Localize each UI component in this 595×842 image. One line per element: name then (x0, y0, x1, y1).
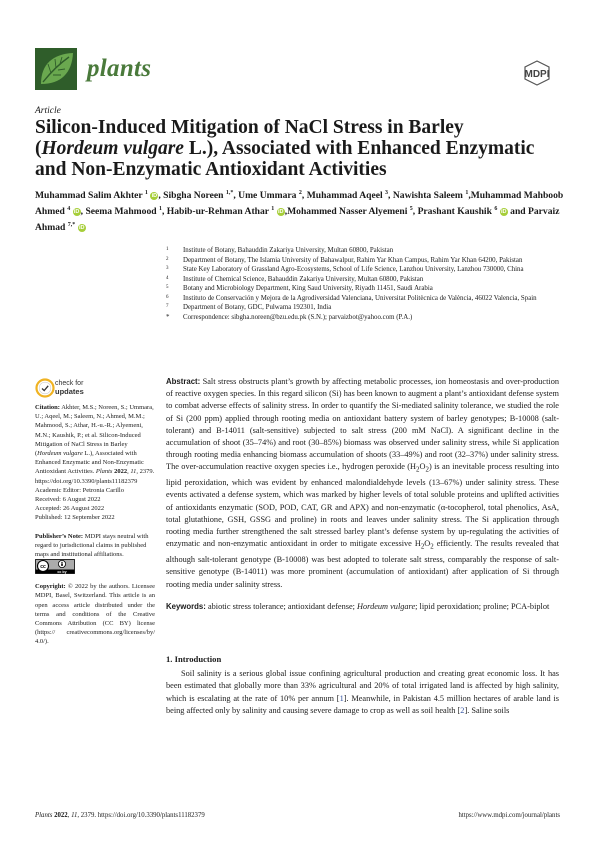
mdpi-logo-icon (512, 60, 562, 86)
title-line-2: (Hordeum vulgare L.), Associated with Enhanced Enzymatic (35, 138, 535, 159)
correspondence (166, 313, 566, 323)
citation-doi-link[interactable]: , 2379. https://doi.org/10.3390/plants11182379 (35, 468, 155, 485)
introduction-paragraph: Soil salinity is a serious global issue confining agricultural production and creating great economic loss. It has been estimated that globally more than 33% agricultural and 20% of total irrigated land is affected by high salinity, which is escalating at the rate of 10% per annum [1]. Meanwhile, in Pakistan 4.5 million hectares of arable land is being affected only by salinity and causing severe damage to crop as well as soil health [2]. Saline soils (166, 669, 559, 715)
section-heading-introduction: 1. Introduction (166, 653, 222, 664)
citation-block: Citation: Akhter, M.S.; Noreen, S.; Ummara, U.; Aqeel, M.; Saleem, N.; Ahmed, M.M.; Mahmood, S.; Athar, H.-u.-R.; Alyemeni, M.N.; Kaushik, P.; et al. Silicon-Induced Mitigation of NaCl Stress in Barley (Hordeum vulgare L.), Associated with Enhanced Enzymatic and Non-Enzymatic Antioxidant Activities. Plants 2022, 11, 2379. https://doi.org/10.3390/plants11182379 (35, 404, 155, 485)
title-line-3: and Non-Enzymatic Antioxidant Activities (35, 159, 387, 180)
sidebar (35, 403, 155, 647)
affiliation-item (166, 294, 566, 304)
orcid-icon[interactable]: iD (73, 208, 80, 215)
affiliations (166, 246, 566, 322)
author-name: Seema Mahmood (85, 205, 159, 217)
abstract: Abstract: Salt stress obstructs plant’s growth by affecting metabolic processes, ion homeostasis and over-production of reactive oxygen species. In this regard silicon (Si) has been known to augment a plant’s antioxidant defense system to combat adverse effects of salinity stress. In order to quantify the Si-mediated salinity tolerance, we studied the role of Si (200 ppm) applied through rooting media on antioxidant battery system of barley genotypes; B-10008 (salt-tolerant) and B-14011 (salt-sensitive) subjected to salt stress (200 mM NaCl). A significant decline in the accumulation of shoot (35–74%) and root (30–85%) biomass was observed under salinity stress, while Si application through rooting media enhancing biomass accumulation of shoots (33–49%) and root (32–37%) under salinity stress. The over-accumulation reactive oxygen species i.e., hydrogen peroxide $(H_2O_2)$ is an inevitable process resulting into lipid peroxidation, which was evident by enhanced malondialdehyde levels (13–67%) under salinity stress. These events activated a defense system, which was marked by higher levels of total soluble proteins and uplifted activities of antioxidants enzymatic (SOD, POD, CAT, GR and APX) and non-enzymatic (α-tocopherol, total phenolics, AsA, total glutathione, GSH, GSSG and proline) in roots and leaves under salinity stress. The Si application through rooting media further strengthened the salt stressed barley plant’s defense system by up-regulating the activities of enzymatic and non-enzymatic antioxidant in order to mitigate excessive $H_2O_2$ efficiently. The results revealed that although salt-tolerant genotype (B-10008) was best adopted to tolerate salt stress, comparably the response of salt-sensitive genotype (B-14011) was more prominent (accumulation of antioxidant) after application of Si through rooting media under salinity stress. (166, 377, 560, 589)
author-separator: , (301, 190, 307, 202)
affiliation-number: 6 (166, 294, 169, 300)
mdpi-logo-text: MDPI (524, 69, 550, 80)
footer-citation: Plants 2022, 11, 2379. https://doi.org/10.3390/plants11182379 (35, 812, 205, 819)
orcid-icon[interactable]: iD (277, 208, 284, 215)
check-updates-line1: check for (55, 380, 84, 387)
affiliation-item (166, 275, 566, 285)
received-date: Received: 6 August 2022 (35, 496, 101, 504)
author-affiliation-mark: 1 (271, 205, 275, 212)
affiliation-number: 7 (166, 304, 169, 309)
dates-block (35, 495, 155, 523)
cc-by-icon[interactable] (35, 559, 75, 574)
orcid-icon[interactable]: iD (501, 208, 507, 215)
correspondence-mark: * (166, 312, 170, 321)
author-affiliation-mark: 6 (494, 205, 498, 212)
author-affiliation-mark: 1 (144, 190, 148, 196)
author-separator: , (162, 205, 167, 217)
reference-link-2[interactable]: 2 (460, 705, 465, 715)
footer-doi-link[interactable]: , 2379. https://doi.org/10.3390/plants11182379 (77, 812, 205, 819)
author-separator: , (80, 205, 86, 217)
author-affiliation-mark: 1 (465, 190, 469, 196)
abstract-label: Abstract: (166, 377, 201, 386)
author-name: Prashant Kaushik (417, 205, 495, 217)
author-separator: , (284, 205, 288, 217)
check-for-updates-button[interactable] (35, 378, 135, 400)
affiliation-number: 5 (166, 285, 169, 290)
affiliation-number: 1 (166, 247, 169, 252)
orcid-icon[interactable]: iD (151, 193, 158, 200)
author-separator: , (233, 190, 239, 202)
affiliation-text: Instituto de Conservación y Mejora de la Agrodiversidad Valenciana, Universitat Politècnica de València, 46022 Valencia, Spain (183, 294, 537, 302)
affiliation-text: State Key Laboratory of Grassland Agro-Ecosystems, School of Life Science, Lanzhou University, Lanzhou 730000, China (183, 266, 524, 273)
leaf-logo-icon (35, 48, 77, 90)
affiliation-text: Institute of Chemical Science, Bahauddin Zakariya University, Multan 60800, Pakistan (183, 275, 424, 283)
correspondence-text: Correspondence: sibgha.noreen@bzu.edu.pk (S.N.); parvaizbot@yahoo.com (P.A.) (183, 313, 413, 321)
affiliation-item (166, 284, 566, 294)
check-updates-icon (35, 378, 55, 398)
keywords-label: Keywords: (166, 601, 206, 611)
author-affiliation-mark: 3 (385, 190, 389, 196)
author-name: Mohammed Nasser Alyemeni (287, 205, 410, 217)
author-name: Muhammad Aqeel (306, 190, 386, 202)
svg-text:cc: cc (40, 564, 46, 571)
author-separator: , (388, 190, 393, 202)
author-separator: and (507, 205, 529, 217)
affiliation-item (166, 256, 566, 266)
affiliation-text: Department of Botany, The Islamia University of Bahawalpur, Rahim Yar Khan Campus, Rahim Yar Khan 64200, Pakistan (183, 256, 523, 264)
author-affiliation-mark: 5 (409, 205, 413, 212)
affiliation-text: Institute of Botany, Bahauddin Zakariya University, Multan 60800, Pakistan (183, 247, 394, 254)
author-name: Muhammad Salim Akhter (35, 190, 145, 202)
author-name: Nawishta Saleem (392, 190, 466, 202)
affiliation-text: Botany and Microbiology Department, King Saud University, Riyadh 11451, Saudi Arabia (183, 285, 433, 292)
reference-link-1[interactable]: 1 (339, 693, 344, 703)
footer-journal-url[interactable]: https://www.mdpi.com/journal/plants (458, 812, 560, 819)
accepted-date: Accepted: 26 August 2022 (35, 505, 105, 513)
affiliation-item (166, 303, 566, 313)
check-updates-line2: updates (55, 386, 84, 396)
cc-badge-text: cc by (57, 570, 67, 575)
academic-editor: Academic Editor: Petronia Carillo (35, 486, 124, 494)
affiliation-item (166, 246, 566, 256)
author-name: Habib-ur-Rehman Athar (166, 205, 272, 217)
author-affiliation-mark: 2 (298, 190, 302, 196)
affiliation-number: 4 (166, 275, 169, 281)
author-affiliation-mark: 4 (67, 205, 71, 212)
journal-name: plants (87, 55, 152, 82)
published-date: Published: 12 September 2022 (35, 514, 115, 522)
author-separator: , (468, 190, 471, 202)
keywords: Keywords: abiotic stress tolerance; antioxidant defense; Hordeum vulgare; lipid peroxidation; proline; PCA-biplot (166, 601, 550, 611)
affiliation-number: 3 (166, 266, 169, 271)
publisher-note: Publisher’s Note: MDPI stays neutral with regard to jurisdictional claims in published maps and institutional affiliations. (35, 532, 149, 559)
author-name: Ume Ummara (238, 190, 299, 202)
title-species: Hordeum vulgare (41, 138, 184, 159)
author-separator: , (412, 205, 418, 217)
author-name: Parvaiz Ahmad (35, 205, 560, 233)
affiliation-item (166, 265, 566, 275)
author-name: Muhammad Mahboob Ahmed (35, 190, 564, 217)
affiliation-number: 2 (166, 256, 169, 262)
main-content (166, 376, 559, 717)
copyright-block: Copyright: © 2022 by the authors. Licensee MDPI, Basel, Switzerland. This article is an open access article distributed under the terms and conditions of the Creative Commons Attribution (CC BY) license (https:// creativecommons.org/licenses/by/ 4.0/). (35, 583, 155, 646)
article-title (35, 117, 555, 180)
article-type: Article (35, 106, 61, 116)
author-affiliation-mark: 1,* (225, 190, 234, 196)
author-separator: , (158, 190, 164, 202)
title-line-1: Silicon-Induced Mitigation of NaCl Stress in Barley (35, 117, 464, 138)
author-list (35, 187, 565, 234)
author-name: Sibgha Noreen (163, 190, 226, 202)
affiliation-text: Department of Botany, GDC, Pulwama 192301, India (183, 304, 332, 311)
orcid-icon[interactable]: iD (78, 224, 85, 231)
author-affiliation-mark: 7,* (67, 221, 76, 228)
author-affiliation-mark: 1 (159, 205, 162, 212)
